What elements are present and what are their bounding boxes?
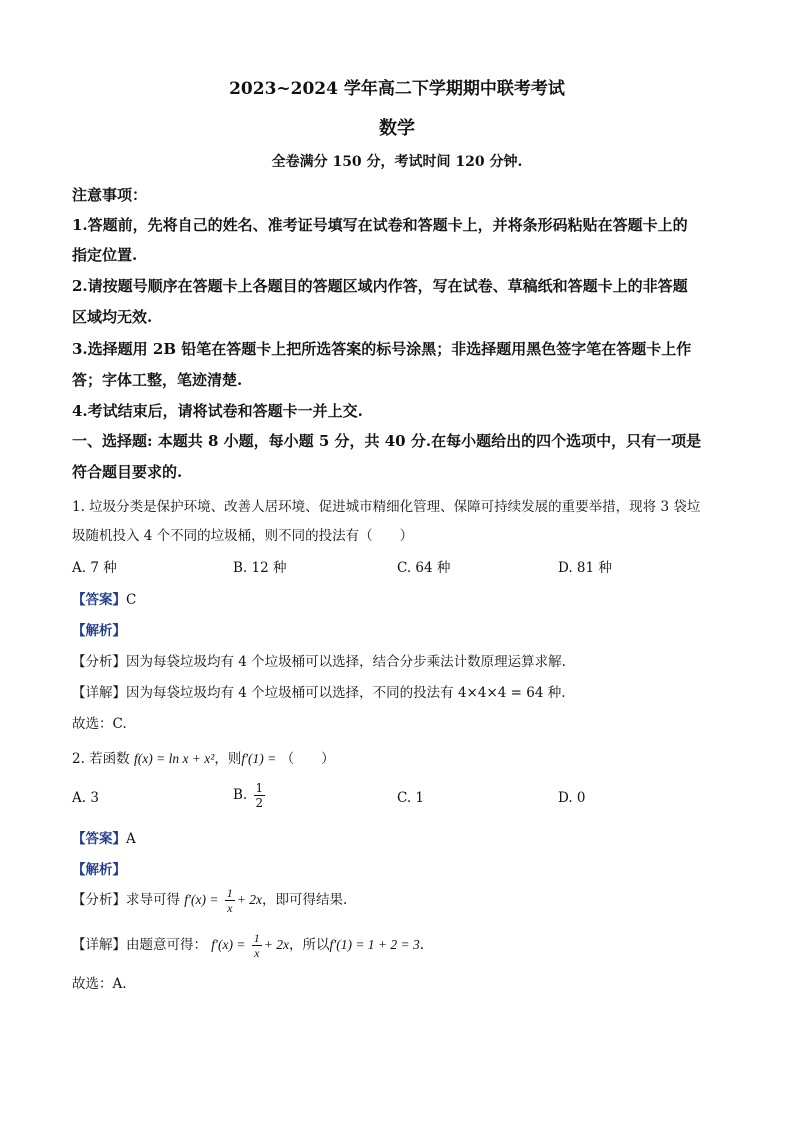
xiangjie-tag: 【详解】 <box>72 685 126 701</box>
fenxi-tag: 【分析】 <box>72 654 126 670</box>
section-heading-line-1: 一、选择题: 本题共 8 小题，每小题 5 分，共 40 分.在每小题给出的四个选项中，只有一项是 <box>72 432 702 450</box>
q1-analysis-tag: 【解析】 <box>72 623 126 639</box>
q1-stem-line-1: 1. 垃圾分类是保护环境、改善人居环境、促进城市精细化管理、保障可持续发展的重要举措，现将 3 袋垃 <box>72 499 701 515</box>
xiangjie-tag: 【详解】 <box>72 937 126 953</box>
q1-answer-line <box>72 588 136 608</box>
answer-tag: 【答案】 <box>72 592 126 608</box>
q2-function: f(x) = ln x + x² <box>133 751 215 766</box>
note-3-line-1: 3.选择题用 2B 铅笔在答题卡上把所选答案的标号涂黑；非选择题用黑色签字笔在答题卡上作 <box>72 340 692 358</box>
q1-xiangjie-line <box>72 681 566 701</box>
q2-fenxi-fraction: $\frac{1}{x}$ <box>226 886 233 915</box>
q2-fenxi-suffix: ，即可得结果. <box>262 892 348 908</box>
q2-stem-prefix: 2. 若函数 <box>72 751 130 767</box>
exam-title: 2023~2024 学年高二下学期期中联考考试 <box>229 79 565 99</box>
q2-xiangjie-end: . <box>419 937 425 953</box>
q2-xiangjie-mid: ，所以 <box>289 937 330 953</box>
note-2-line-1: 2.请按题号顺序在答题卡上各题目的答题区域内作答，写在试卷、草稿纸和答题卡上的非答题 <box>72 277 688 295</box>
note-3-line-2: 答；字体工整，笔迹清楚. <box>72 371 243 389</box>
answer-tag: 【答案】 <box>72 831 126 847</box>
q2-derivative-ask: f′(1) = <box>241 751 277 766</box>
q2-answer-line <box>72 827 136 847</box>
q2-stem <box>72 747 335 767</box>
q2-xiangjie-lhs: f′(x) = <box>211 937 246 952</box>
q2-option-b-label: B. <box>233 787 248 803</box>
note-1-line-2: 指定位置. <box>72 246 138 264</box>
q1-option-a: A. 7 种 <box>72 560 117 576</box>
fenxi-tag: 【分析】 <box>72 892 126 908</box>
q1-option-b: B. 12 种 <box>233 560 287 576</box>
q2-answer-value: A <box>126 831 136 847</box>
q2-option-c: C. 1 <box>397 790 425 806</box>
q1-xiangjie-text: 因为每袋垃圾均有 4 个垃圾桶可以选择，不同的投法有 4×4×4 = 64 种. <box>126 685 566 701</box>
note-1-line-1: 1.答题前，先将自己的姓名、准考证号填写在试卷和答题卡上，并将条形码粘贴在答题卡上的 <box>72 216 688 234</box>
note-4: 4.考试结束后，请将试卷和答题卡一并上交. <box>72 402 363 420</box>
q1-option-c: C. 64 种 <box>397 560 451 576</box>
q2-fenxi-line <box>72 887 347 914</box>
q2-stem-suffix: （ ） <box>280 751 335 767</box>
note-2-line-2: 区域均无效. <box>72 308 153 326</box>
q2-xiangjie-rest: + 2x <box>263 937 289 952</box>
q2-fenxi-rest: + 2x <box>236 892 262 907</box>
q1-conclusion: 故选：C. <box>72 716 127 732</box>
q2-fenxi-lhs: f′(x) = <box>184 892 219 907</box>
q2-option-d: D. 0 <box>558 790 586 806</box>
q2-xiangjie-line <box>72 932 424 959</box>
q2-option-b <box>233 782 267 809</box>
section-heading-line-2: 符合题目要求的. <box>72 463 183 481</box>
q2-xiangjie-prefix: 由题意可得： <box>126 937 207 953</box>
q1-option-d: D. 81 种 <box>558 560 612 576</box>
q2-conclusion: 故选：A. <box>72 976 127 992</box>
q2-xiangjie-fraction: $\frac{1}{x}$ <box>253 931 260 960</box>
q1-stem-line-2: 圾随机投入 4 个不同的垃圾桶，则不同的投法有（ ） <box>72 528 414 544</box>
q2-fenxi-prefix: 求导可得 <box>126 892 180 908</box>
q2-option-a: A. 3 <box>72 790 99 806</box>
q2-stem-mid: ，则 <box>214 751 242 767</box>
subject-title: 数学 <box>379 118 415 139</box>
q1-fenxi-line <box>72 650 566 670</box>
q2-option-b-fraction: $\frac{1}{2}$ <box>255 781 264 810</box>
notes-heading: 注意事项： <box>72 186 148 204</box>
exam-info: 全卷满分 150 分，考试时间 120 分钟. <box>271 154 523 170</box>
q1-answer-value: C <box>126 592 137 608</box>
q2-xiangjie-result: f′(1) = 1 + 2 = 3 <box>329 937 420 952</box>
q2-analysis-tag: 【解析】 <box>72 862 126 878</box>
q1-fenxi-text: 因为每袋垃圾均有 4 个垃圾桶可以选择，结合分步乘法计数原理运算求解. <box>126 654 566 670</box>
